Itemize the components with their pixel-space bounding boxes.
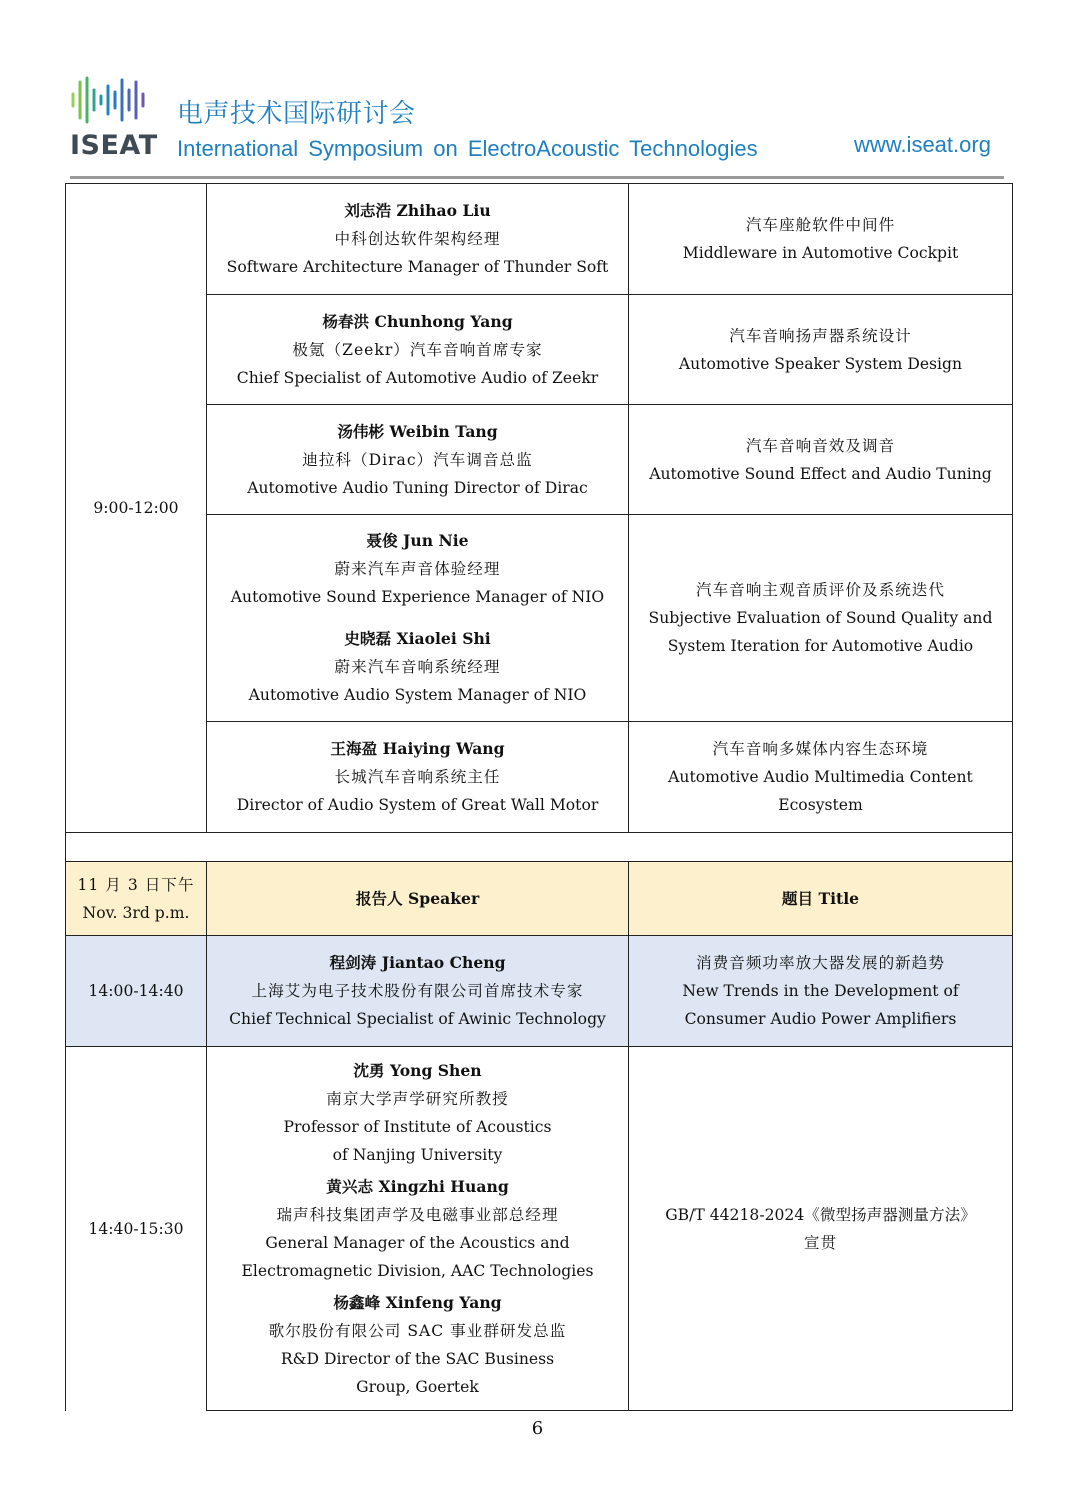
session-date-en: Nov. 3rd p.m.	[82, 903, 190, 922]
title-cell	[629, 722, 1013, 833]
speaker-cell	[207, 1047, 629, 1411]
speaker-cell	[207, 722, 629, 833]
talk-title-cn: 汽车音响音效及调音	[745, 436, 896, 455]
speaker-name: 刘志浩 Zhihao Liu	[344, 201, 491, 220]
schedule-table	[65, 183, 1013, 1411]
speaker-affiliation-en: Automotive Sound Experience Manager of NIO	[230, 588, 605, 606]
talk-title-en: Automotive Sound Effect and Audio Tuning	[649, 464, 992, 483]
header-title-en: International Symposium on ElectroAcoustic Technologies	[177, 136, 758, 161]
speaker-affiliation-cn: 蔚来汽车音响系统经理	[334, 658, 501, 676]
speaker-affiliation-cn: 瑞声科技集团声学及电磁事业部总经理	[276, 1205, 559, 1224]
speaker-name: 汤伟彬 Weibin Tang	[337, 421, 498, 441]
title-cell	[629, 295, 1013, 405]
iseat-logo-icon	[70, 76, 150, 124]
speaker-affiliation-cn: 极氪（Zeekr）汽车音响首席专家	[292, 340, 543, 359]
speaker-cell	[207, 936, 629, 1047]
speaker-cell	[207, 515, 629, 722]
talk-title-en: System Iteration for Automotive Audio	[667, 637, 974, 655]
talk-title-cn: 汽车音响主观音质评价及系统迭代	[696, 581, 945, 599]
speaker-affiliation-en: Software Architecture Manager of Thunder Soft	[226, 258, 609, 276]
talk-title-cn: 消费音频功率放大器发展的新趋势	[696, 954, 945, 972]
session-date-cell	[66, 862, 207, 936]
speaker-name: 史晓磊 Xiaolei Shi	[344, 629, 491, 648]
speaker-name: 聂俊 Jun Nie	[366, 531, 469, 550]
table-row	[66, 405, 1013, 515]
title-cell	[629, 1047, 1013, 1411]
speaker-cell	[207, 184, 629, 295]
speaker-column-header: 报告人 Speaker	[207, 862, 629, 936]
speaker-affiliation-cn: 迪拉科（Dirac）汽车调音总监	[302, 450, 533, 469]
title-cell	[629, 405, 1013, 515]
speaker-affiliation-en: Director of Audio System of Great Wall Motor	[236, 796, 599, 814]
speaker-name: 黄兴志 Xingzhi Huang	[326, 1176, 509, 1196]
talk-title-en: Consumer Audio Power Amplifiers	[684, 1010, 957, 1028]
header-divider	[70, 176, 1004, 179]
speaker-affiliation-en: Automotive Audio System Manager of NIO	[248, 686, 587, 704]
speaker-affiliation-en: Chief Technical Specialist of Awinic Technology	[229, 1010, 606, 1028]
speaker-name: 王海盈 Haiying Wang	[330, 739, 505, 758]
talk-title-cn: GB/T 44218-2024《微型扬声器测量方法》	[665, 1205, 976, 1224]
talk-title-cn: 宣贯	[803, 1233, 838, 1252]
title-cell	[629, 184, 1013, 295]
speaker-affiliation-cn: 中科创达软件架构经理	[334, 230, 501, 248]
speaker-affiliation-en: Professor of Institute of Acoustics	[283, 1117, 552, 1136]
talk-title-cn: 汽车座舱软件中间件	[745, 216, 896, 234]
speaker-affiliation-en: General Manager of the Acoustics and	[265, 1233, 570, 1252]
talk-title-en: Automotive Audio Multimedia Content	[668, 768, 973, 786]
page-number: 6	[531, 1418, 544, 1439]
header-title-cn: 电声技术国际研讨会	[177, 99, 416, 129]
separator-row	[66, 833, 1013, 862]
speaker-affiliation-en: Automotive Audio Tuning Director of Dirac	[247, 478, 588, 497]
speaker-affiliation-cn: 上海艾为电子技术股份有限公司首席技术专家	[251, 982, 584, 1000]
talk-title-en: Ecosystem	[778, 796, 863, 814]
speaker-name: 程剑涛 Jiantao Cheng	[329, 953, 506, 972]
table-row	[66, 936, 1013, 1047]
speaker-affiliation-cn: 蔚来汽车声音体验经理	[334, 560, 501, 578]
table-row	[66, 295, 1013, 405]
speaker-affiliation-en: Chief Specialist of Automotive Audio of Zeekr	[236, 368, 599, 387]
speaker-cell	[207, 295, 629, 405]
speaker-affiliation-cn: 南京大学声学研究所教授	[326, 1089, 509, 1108]
speaker-affiliation-cn: 长城汽车音响系统主任	[334, 768, 501, 786]
session-date-cn: 11 月 3 日下午	[77, 875, 195, 894]
table-row	[66, 515, 1013, 722]
speaker-affiliation-en: Group, Goertek	[356, 1377, 479, 1396]
table-header-row	[66, 862, 1013, 936]
speaker-name: 沈勇 Yong Shen	[353, 1060, 482, 1080]
talk-title-cn: 汽车音响扬声器系统设计	[729, 326, 912, 345]
talk-title-en: Middleware in Automotive Cockpit	[682, 244, 959, 262]
table-row	[66, 722, 1013, 833]
talk-title-en: Subjective Evaluation of Sound Quality and	[648, 609, 993, 627]
speaker-cell	[207, 405, 629, 515]
website-link[interactable]: www.iseat.org	[854, 132, 991, 157]
speaker-affiliation-en: of Nanjing University	[332, 1145, 503, 1164]
title-cell	[629, 515, 1013, 722]
speaker-name: 杨春洪 Chunhong Yang	[322, 311, 513, 331]
speaker-affiliation-en: R&D Director of the SAC Business	[280, 1349, 555, 1368]
talk-title-cn: 汽车音响多媒体内容生态环境	[712, 740, 929, 758]
separator-cell	[66, 833, 1013, 862]
title-column-header: 题目 Title	[629, 862, 1013, 936]
speaker-affiliation-cn: 歌尔股份有限公司 SAC 事业群研发总监	[268, 1321, 567, 1340]
time-cell: 9:00-12:00	[66, 184, 207, 833]
title-cell	[629, 936, 1013, 1047]
speaker-name: 杨鑫峰 Xinfeng Yang	[333, 1292, 502, 1312]
speaker-affiliation-en: Electromagnetic Division, AAC Technologies	[241, 1261, 594, 1280]
talk-title-en: Automotive Speaker System Design	[678, 354, 963, 373]
table-row	[66, 184, 1013, 295]
talk-title-en: New Trends in the Development of	[682, 982, 959, 1000]
time-cell: 14:00-14:40	[66, 936, 207, 1047]
logo-wordmark: ISEAT	[70, 130, 158, 161]
table-row	[66, 1047, 1013, 1411]
time-cell: 14:40-15:30	[66, 1047, 207, 1411]
